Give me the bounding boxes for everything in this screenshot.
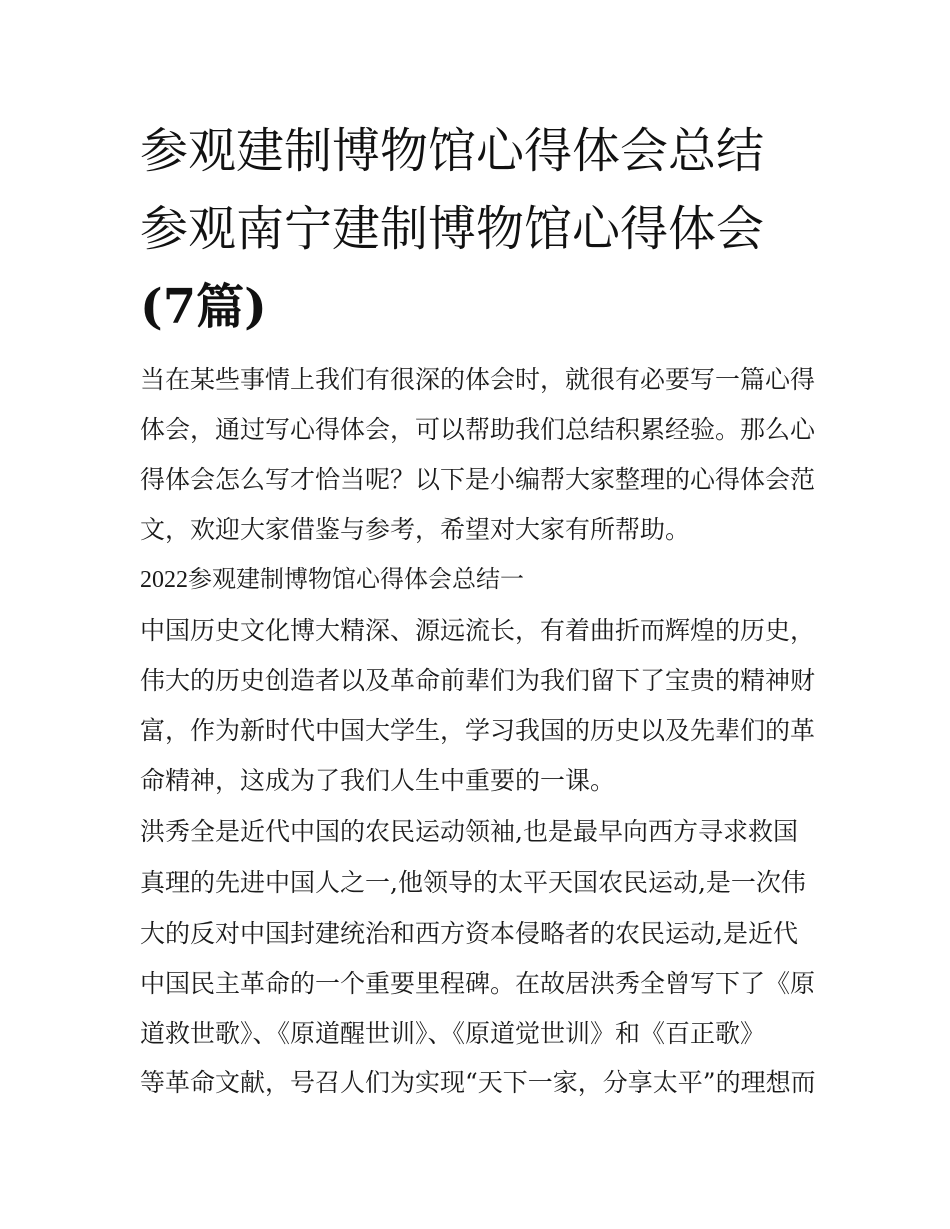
intro-line-4: 文，欢迎大家借鉴与参考，希望对大家有所帮助。 [140, 515, 691, 544]
intro-line-3: 得体会怎么写才恰当呢？以下是小编帮大家整理的心得体会范 [140, 465, 816, 494]
intro-line-1: 当在某些事情上我们有很深的体会时，就很有必要写一篇心得 [140, 365, 816, 394]
title-line-1: 参观建制博物馆心得体会总结 [140, 123, 765, 179]
paragraph1-line-1: 中国历史文化博大精深、源远流长，有着曲折而辉煌的历史， [140, 616, 816, 645]
paragraph1-line-2: 伟大的历史创造者以及革命前辈们为我们留下了宝贵的精神财 [140, 666, 816, 695]
title-line-3: (7篇) [140, 279, 267, 335]
document-title [140, 112, 820, 346]
section-heading: 2022参观建制博物馆心得体会总结一 [140, 567, 524, 593]
title-line-2: 参观南宁建制博物馆心得体会 [140, 201, 765, 257]
paragraph2-line-6: 等革命文献，号召人们为实现“天下一家，分享太平”的理想而 [140, 1068, 816, 1097]
paragraph2-line-4: 中国民主革命的一个重要里程碑。在故居洪秀全曾写下了《原 [140, 969, 816, 998]
paragraph2-line-2: 真理的先进中国人之一,他领导的太平天国农民运动,是一次伟 [140, 868, 806, 897]
paragraph1-line-4: 命精神，这成为了我们人生中重要的一课。 [140, 766, 616, 795]
intro-line-2: 体会，通过写心得体会，可以帮助我们总结积累经验。那么心 [140, 415, 816, 444]
paragraph2-line-1: 洪秀全是近代中国的农民运动领袖,也是最早向西方寻求救国 [140, 817, 798, 846]
paragraph1-line-3: 富，作为新时代中国大学生，学习我国的历史以及先辈们的革 [140, 716, 816, 745]
paragraph2-line-3: 大的反对中国封建统治和西方资本侵略者的农民运动,是近代 [140, 919, 798, 948]
paragraph2-line-5: 道救世歌》、《原道醒世训》、《原道觉世训》和《百正歌》 [140, 1019, 766, 1048]
